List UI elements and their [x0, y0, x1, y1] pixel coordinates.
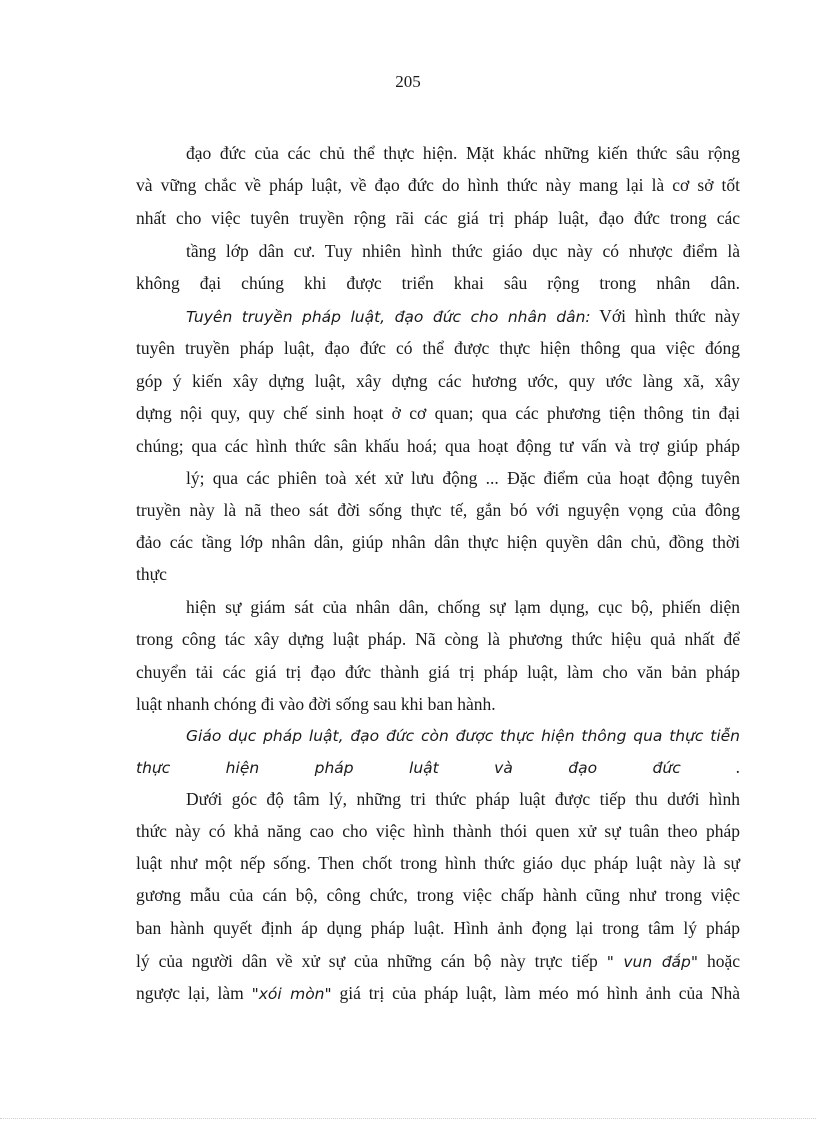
text-line: [136, 402, 740, 424]
italic-quote: " vun đắp": [606, 953, 699, 971]
text-line: [136, 950, 740, 973]
line-text: gương mẫu của cán bộ, công chức, trong việc chấp hành cũng như trong việc: [136, 885, 740, 905]
text-line: [136, 370, 740, 392]
line-text: truyền này là nã theo sát đời sống thực tế, gắn bó với nguyện vọng của đông: [136, 500, 740, 520]
text-line: [136, 661, 740, 683]
text-line: [136, 982, 740, 1005]
text-line: [186, 305, 740, 328]
text-line: [136, 174, 740, 196]
line-text: đạo đức của các chủ thể thực hiện. Mặt khác những kiến thức sâu rộng: [186, 143, 740, 163]
page-number: 205: [395, 72, 421, 91]
line-text: .: [735, 757, 740, 777]
line-text: đảo các tầng lớp nhân dân, giúp nhân dân thực hiện quyền dân chủ, đồng thời: [136, 532, 740, 552]
line-text: ban hành quyết định áp dụng pháp luật. Hình ảnh đọng lại trong tâm lý pháp: [136, 918, 740, 938]
line-text: luật nhanh chóng đi vào đời sống sau khi ban hành.: [136, 694, 496, 714]
line-text: lý của người dân về xử sự của những cán bộ này trực tiếp: [136, 951, 598, 971]
line-text: lý; qua các phiên toà xét xử lưu động ... Đặc điểm của hoạt động tuyên: [186, 468, 740, 488]
text-line: [186, 142, 740, 164]
text-line: [136, 272, 740, 294]
text-line: [186, 467, 740, 489]
italic-heading: thực hiện pháp luật và đạo đức: [136, 759, 681, 777]
line-text: Với hình thức này: [599, 306, 740, 326]
line-text: hiện sự giám sát của nhân dân, chống sự lạm dụng, cục bộ, phiến diện: [186, 597, 740, 617]
line-text: luật như một nếp sống. Then chốt trong hình thức giáo dục pháp luật này là sự: [136, 853, 740, 873]
italic-heading: Tuyên truyền pháp luật, đạo đức cho nhân dân:: [186, 308, 591, 326]
italic-quote: "xói mòn": [251, 985, 332, 1003]
text-line: [186, 788, 740, 810]
line-text: góp ý kiến xây dựng luật, xây dựng các hương ước, quy ước làng xã, xây: [136, 371, 740, 391]
text-line: [186, 240, 740, 262]
text-line: [136, 531, 740, 553]
line-text: chuyển tải các giá trị đạo đức thành giá trị pháp luật, làm cho văn bản pháp: [136, 662, 740, 682]
line-text: nhất cho việc tuyên truyền rộng rãi các giá trị pháp luật, đạo đức trong các: [136, 208, 740, 228]
text-line: [136, 884, 740, 906]
text-line: [186, 724, 740, 747]
italic-heading: Giáo dục pháp luật, đạo đức còn được thực hiện thông qua thực tiễn: [186, 727, 740, 745]
line-text: tầng lớp dân cư. Tuy nhiên hình thức giáo dục này có nhược điểm là: [186, 241, 740, 261]
line-text: tuyên truyền pháp luật, đạo đức có thể được thực hiện thông qua việc đóng: [136, 338, 740, 358]
text-line: [136, 435, 740, 457]
text-line: [136, 693, 556, 715]
line-text: Dưới góc độ tâm lý, những tri thức pháp luật được tiếp thu dưới hình: [186, 789, 740, 809]
line-text: chúng; qua các hình thức sân khấu hoá; qua hoạt động tư vấn và trợ giúp pháp: [136, 436, 740, 456]
line-text: và vững chắc về pháp luật, về đạo đức do hình thức này mang lại là cơ sở tốt: [136, 175, 740, 195]
text-line: [136, 820, 740, 842]
text-line: [136, 852, 740, 874]
page-bottom-divider: [0, 1118, 816, 1119]
line-text: ngược lại, làm: [136, 983, 244, 1003]
line-text: không đại chúng khi được triển khai sâu rộng trong nhân dân.: [136, 273, 740, 293]
text-line: [136, 917, 740, 939]
text-line: [136, 756, 740, 779]
text-line: [136, 563, 196, 585]
text-line: [136, 628, 740, 650]
line-text: thực: [136, 564, 167, 584]
line-text: giá trị của pháp luật, làm méo mó hình ảnh của Nhà: [339, 983, 741, 1003]
text-line: [186, 596, 740, 618]
line-text: thức này có khả năng cao cho việc hình thành thói quen xử sự tuân theo pháp: [136, 821, 740, 841]
text-line: [136, 499, 740, 521]
text-line: [136, 207, 740, 229]
line-text: hoặc: [706, 951, 741, 971]
text-line: [136, 337, 740, 359]
line-text: dựng nội quy, quy chế sinh hoạt ở cơ quan; qua các phương tiện thông tin đại: [136, 403, 740, 423]
line-text: trong công tác xây dựng luật pháp. Nã còng là phương thức hiệu quả nhất để: [136, 629, 740, 649]
